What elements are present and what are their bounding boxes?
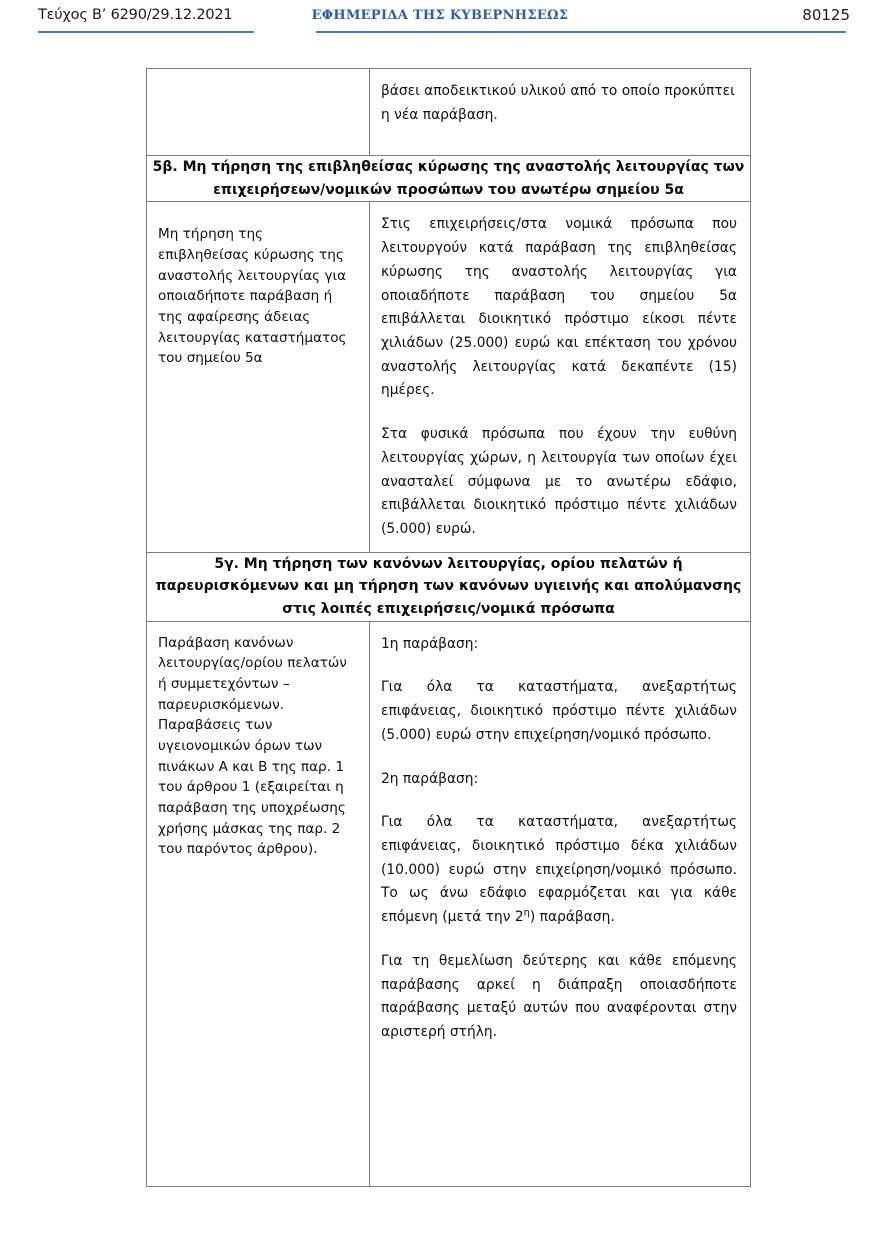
cell-5b-left [147,202,370,552]
page-header [0,0,880,44]
section-5b-right-text [381,213,737,541]
section-5c-heading: 5γ. Μη τήρηση των κανόνων λειτουργίας, ορίου πελατών ή παρευρισκόμενων και μη τήρηση των κανόνων υγιεινής και απολύμανσης στις λοιπές επιχειρήσεις/νομικά πρόσωπα [147,552,751,621]
section-5c-left-text: Παράβαση κανόνων λειτουργίας/ορίου πελατών ή συμμετεχόντων – παρευρισκόμενων. Παραβάσεις των υγειονομικών όρων των πινάκων Α και Β της παρ. 1 του άρθρου 1 (εξαιρείται η παράβαση της υποχρέωσης χρήσης μάσκας της παρ. 2 του παρόντος άρθρου). [158,634,347,858]
section-5b-right-paragraph-2: Στα φυσικά πρόσωπα που έχουν την ευθύνη λειτουργίας χώρων, η λειτουργία των οποίων έχει ανασταλεί σύμφωνα με το ανωτέρω εδάφιο, επιβάλλεται διοικητικό πρόστιμο πέντε χιλιάδων (5.000) ευρώ. [381,426,737,537]
continuation-paragraph: βάσει αποδεικτικού υλικού από το οποίο προκύπτει η νέα παράβαση. [381,83,735,123]
issue-label: Τεύχος Β’ 6290/29.12.2021 [38,7,233,23]
section-5b-right-paragraph-1: Στις επιχειρήσεις/στα νομικά πρόσωπα που λειτουργούν κατά παράβαση της επιβληθείσας κύρωσης της αναστολής λειτουργίας για οποιαδήποτε παράβαση του σημείου 5α επιβάλλεται διοικητικό πρόστιμο είκοσι πέντε χιλιάδων (25.000) ευρώ και επέκταση του χρόνου αναστολής λειτουργίας κατά δεκαπέντε (15) ημέρες. [381,216,737,399]
page-number: 80125 [802,6,850,24]
section-5b-left-text: Μη τήρηση της επιβληθείσας κύρωσης της αναστολής λειτουργίας για οποιαδήποτε παράβαση ή της αφαίρεσης άδειας λειτουργίας καταστήματος του σημείου 5α [158,226,347,367]
table-row [147,69,751,156]
header-rule-right [316,31,846,33]
header-rule-left [38,31,254,33]
cell-5c-left [147,621,370,1186]
section-5c-paragraph-1: Για όλα τα καταστήματα, ανεξαρτήτως επιφάνειας, διοικητικό πρόστιμο πέντε χιλιάδων (5.000) ευρώ στην επιχείρηση/νομικό πρόσωπο. [381,679,737,743]
section-5c-paragraph-2-part-a: Για όλα τα καταστήματα, ανεξαρτήτως επιφάνειας, διοικητικό πρόστιμο δέκα χιλιάδων (10.000) ευρώ στην επιχείρηση/νομικό πρόσωπο. Το ως άνω εδάφιο εφαρμόζεται και για κάθε επόμενη (μετά την 2 [381,814,737,926]
cell-empty-continuation [147,69,370,156]
section-5c-right-text [381,633,737,1045]
table-row-section-5b-body [147,202,751,552]
section-5c-label-second-violation: 2η παράβαση: [381,770,479,787]
section-5c-paragraph-2 [381,811,737,930]
penalties-table [146,68,751,1187]
table-row-section-5b-header [147,156,751,202]
section-5b-heading: 5β. Μη τήρηση της επιβληθείσας κύρωσης της αναστολής λειτουργίας των επιχειρήσεων/νομικών προσώπων του ανωτέρω σημείου 5α [147,156,751,202]
table-row-section-5c-header [147,552,751,621]
table-row-section-5c-body [147,621,751,1186]
cell-continuation-text [370,69,751,156]
section-5c-label-first-violation: 1η παράβαση: [381,635,479,652]
section-5c-paragraph-2-part-b: ) παράβαση. [529,909,615,926]
cell-5b-right [370,202,751,552]
cell-5c-right [370,621,751,1186]
section-5c-paragraph-2-superscript: η [523,907,530,919]
gazette-title: ΕΦΗΜΕΡΙΔΑ ΤΗΣ ΚΥΒΕΡΝΗΣΕΩΣ [311,8,569,23]
section-5c-paragraph-3: Για τη θεμελίωση δεύτερης και κάθε επόμενης παράβασης αρκεί η διάπραξη οποιασδήποτε παράβασης μεταξύ αυτών που αναφέρονται στην αριστερή στήλη. [381,952,737,1041]
